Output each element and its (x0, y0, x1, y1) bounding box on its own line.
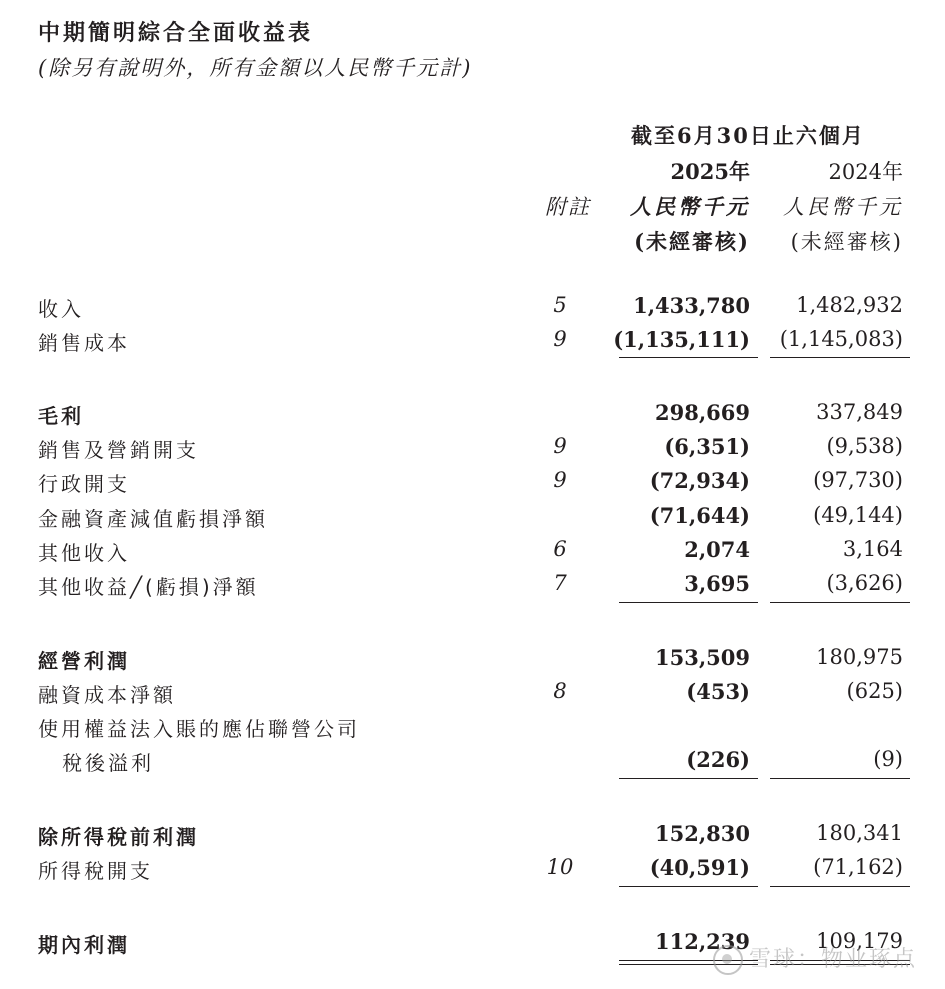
value-2025: (453) (686, 679, 750, 704)
year-current-header: 2025年 (670, 159, 750, 184)
snowball-logo-icon (713, 945, 743, 975)
value-2024: 109,179 (816, 929, 903, 953)
value-2024: (9) (873, 747, 903, 771)
row-label: 金融資產減值虧損淨額 (38, 507, 268, 531)
value-2024: (3,626) (826, 571, 903, 595)
row-label: 期內利潤 (38, 933, 130, 957)
row-note: 9 (553, 327, 567, 351)
value-2025: 1,433,780 (633, 293, 750, 318)
value-2025: (1,135,111) (613, 327, 750, 352)
value-2024: (1,145,083) (779, 327, 903, 351)
watermark (713, 942, 917, 975)
table-row (0, 853, 945, 887)
table-row (0, 745, 945, 779)
row-label: 銷售及營銷開支 (38, 438, 199, 462)
note-column-header: 附註 (545, 195, 591, 219)
value-2024: 180,975 (816, 645, 903, 669)
unit-current-header: 人民幣千元 (630, 194, 750, 219)
row-label: 其他收益╱(虧損)淨額 (38, 575, 259, 599)
table-row (0, 677, 945, 711)
table-row (0, 535, 945, 569)
value-2024: 180,341 (816, 821, 903, 845)
value-2024: 3,164 (842, 537, 903, 561)
period-header: 截至6月30日止六個月 (631, 123, 865, 148)
row-label: 使用權益法入賬的應佔聯營公司 (38, 717, 360, 741)
row-note: 8 (553, 679, 567, 703)
value-2024: (49,144) (813, 503, 903, 527)
value-2024: 1,482,932 (796, 293, 903, 317)
value-2024: (9,538) (826, 434, 903, 458)
table-row (0, 819, 945, 853)
subtotal-rule-2025 (619, 778, 758, 779)
table-row (0, 466, 945, 500)
table-row (0, 325, 945, 359)
row-label: 稅後溢利 (62, 751, 154, 775)
value-2025: (40,591) (649, 855, 750, 880)
table-row (0, 643, 945, 677)
value-2024: (625) (846, 679, 903, 703)
value-2025: (71,644) (649, 503, 750, 528)
subtotal-rule-2025 (619, 886, 758, 887)
watermark-text: 雪球：物业琢点 (748, 947, 917, 972)
subtotal-rule-2024 (770, 357, 910, 358)
value-2025: 152,830 (655, 821, 750, 846)
value-2025: (6,351) (664, 434, 750, 459)
row-label: 毛利 (38, 404, 84, 428)
table-row (0, 291, 945, 325)
value-2024: (97,730) (813, 468, 903, 492)
subtotal-rule-2024 (770, 778, 910, 779)
unit-prior-header: 人民幣千元 (783, 195, 903, 219)
value-2025: 112,239 (655, 929, 750, 954)
subtotal-rule-2024 (770, 602, 910, 603)
row-note: 5 (553, 293, 567, 317)
row-label: 經營利潤 (38, 649, 130, 673)
row-label: 行政開支 (38, 472, 130, 496)
row-label: 融資成本淨額 (38, 683, 176, 707)
value-2025: 3,695 (684, 571, 750, 596)
year-prior-header: 2024年 (828, 160, 903, 184)
statement-subtitle: (除另有說明外，所有金額以人民幣千元計) (38, 56, 473, 80)
row-note: 9 (553, 468, 567, 492)
row-label: 收入 (38, 297, 84, 321)
row-label: 銷售成本 (38, 331, 130, 355)
row-note: 6 (553, 537, 567, 561)
table-row (0, 711, 945, 745)
audit-prior-header: (未經審核) (790, 230, 903, 254)
value-2024: 337,849 (816, 400, 903, 424)
row-note: 10 (546, 855, 574, 879)
audit-current-header: (未經審核) (634, 229, 750, 254)
subtotal-rule-2024 (770, 886, 910, 887)
table-row (0, 398, 945, 432)
value-2025: (226) (686, 747, 750, 772)
value-2025: (72,934) (649, 468, 750, 493)
row-label: 所得稅開支 (38, 859, 153, 883)
table-row (0, 501, 945, 535)
row-label: 除所得稅前利潤 (38, 825, 199, 849)
value-2025: 298,669 (655, 400, 750, 425)
row-note: 7 (553, 571, 567, 595)
table-row (0, 432, 945, 466)
table-row (0, 569, 945, 603)
statement-title: 中期簡明綜合全面收益表 (38, 21, 314, 46)
subtotal-rule-2025 (619, 602, 758, 603)
subtotal-rule-2025 (619, 357, 758, 358)
value-2025: 2,074 (684, 537, 750, 562)
row-note: 9 (553, 434, 567, 458)
value-2025: 153,509 (655, 645, 750, 670)
row-label: 其他收入 (38, 541, 130, 565)
value-2024: (71,162) (813, 855, 903, 879)
